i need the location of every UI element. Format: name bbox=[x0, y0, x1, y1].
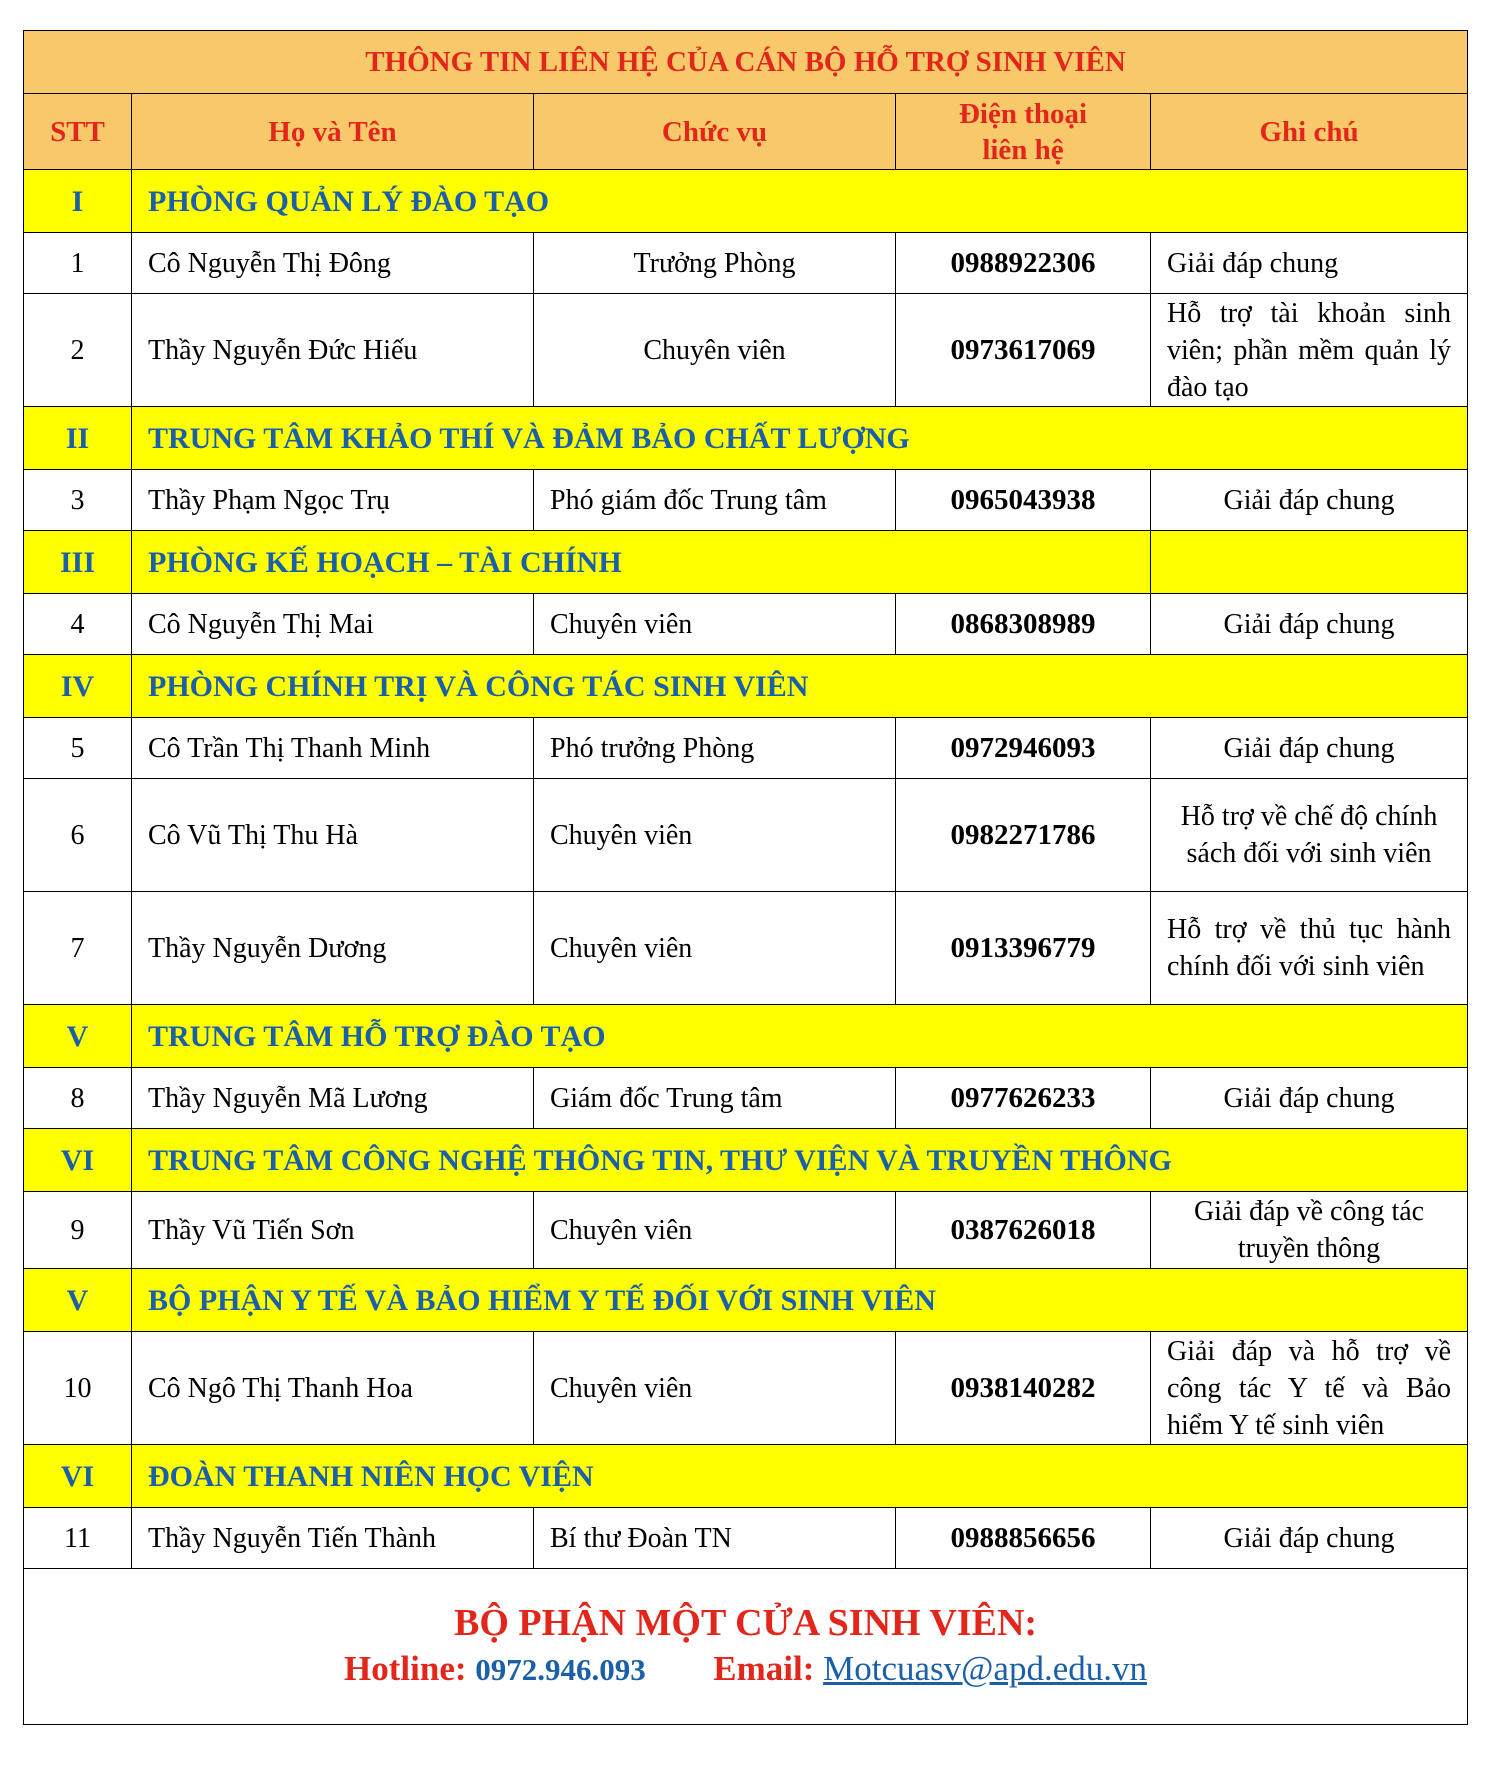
row-stt: 4 bbox=[24, 594, 132, 655]
row-name: Thầy Phạm Ngọc Trụ bbox=[132, 470, 534, 531]
table-row bbox=[24, 1508, 1468, 1569]
row-position: Chuyên viên bbox=[534, 779, 896, 892]
header-phone bbox=[896, 94, 1151, 170]
row-phone: 0977626233 bbox=[896, 1068, 1151, 1129]
table-row bbox=[24, 779, 1468, 892]
row-position: Trưởng Phòng bbox=[534, 233, 896, 294]
row-phone: 0988922306 bbox=[896, 233, 1151, 294]
section-name: PHÒNG CHÍNH TRỊ VÀ CÔNG TÁC SINH VIÊN bbox=[132, 655, 1468, 718]
row-stt: 9 bbox=[24, 1192, 132, 1269]
row-name: Thầy Nguyễn Tiến Thành bbox=[132, 1508, 534, 1569]
row-stt: 6 bbox=[24, 779, 132, 892]
contact-table-container bbox=[23, 30, 1467, 1725]
row-position: Chuyên viên bbox=[534, 892, 896, 1005]
row-position: Chuyên viên bbox=[534, 1192, 896, 1269]
row-name: Cô Trần Thị Thanh Minh bbox=[132, 718, 534, 779]
table-row bbox=[24, 1192, 1468, 1269]
email-label: Email: bbox=[713, 1649, 815, 1688]
row-position: Chuyên viên bbox=[534, 294, 896, 407]
footer-cell bbox=[24, 1569, 1468, 1725]
row-name: Thầy Nguyễn Mã Lương bbox=[132, 1068, 534, 1129]
hotline-label: Hotline: bbox=[344, 1649, 467, 1688]
section-name: BỘ PHẬN Y TẾ VÀ BẢO HIỂM Y TẾ ĐỐI VỚI SINH VIÊN bbox=[132, 1269, 1468, 1332]
section-row bbox=[24, 1445, 1468, 1508]
row-note: Giải đáp chung bbox=[1151, 233, 1468, 294]
section-number: II bbox=[24, 407, 132, 470]
row-phone: 0913396779 bbox=[896, 892, 1151, 1005]
section-name: TRUNG TÂM CÔNG NGHỆ THÔNG TIN, THƯ VIỆN VÀ TRUYỀN THÔNG bbox=[132, 1129, 1468, 1192]
row-name: Cô Nguyễn Thị Mai bbox=[132, 594, 534, 655]
table-title: THÔNG TIN LIÊN HỆ CỦA CÁN BỘ HỖ TRỢ SINH VIÊN bbox=[24, 31, 1468, 94]
table-header-row bbox=[24, 94, 1468, 170]
row-position: Chuyên viên bbox=[534, 594, 896, 655]
section-row bbox=[24, 531, 1468, 594]
table-row bbox=[24, 470, 1468, 531]
section-name: TRUNG TÂM KHẢO THÍ VÀ ĐẢM BẢO CHẤT LƯỢNG bbox=[132, 407, 1468, 470]
row-note: Hỗ trợ về thủ tục hành chính đối với sinh viên bbox=[1151, 892, 1468, 1005]
section-number: III bbox=[24, 531, 132, 594]
row-position: Giám đốc Trung tâm bbox=[534, 1068, 896, 1129]
row-note: Hỗ trợ tài khoản sinh viên; phần mềm quản lý đào tạo bbox=[1151, 294, 1468, 407]
table-row bbox=[24, 892, 1468, 1005]
row-stt: 1 bbox=[24, 233, 132, 294]
section-number: I bbox=[24, 170, 132, 233]
row-stt: 8 bbox=[24, 1068, 132, 1129]
row-stt: 3 bbox=[24, 470, 132, 531]
row-name: Cô Nguyễn Thị Đông bbox=[132, 233, 534, 294]
row-name: Cô Ngô Thị Thanh Hoa bbox=[132, 1332, 534, 1445]
table-row bbox=[24, 1332, 1468, 1445]
row-note: Giải đáp và hỗ trợ về công tác Y tế và Bảo hiểm Y tế sinh viên bbox=[1151, 1332, 1468, 1445]
row-note: Giải đáp chung bbox=[1151, 470, 1468, 531]
section-number: VI bbox=[24, 1129, 132, 1192]
contact-table bbox=[23, 30, 1468, 1725]
row-note: Giải đáp chung bbox=[1151, 1508, 1468, 1569]
section-row bbox=[24, 170, 1468, 233]
row-phone: 0868308989 bbox=[896, 594, 1151, 655]
table-row bbox=[24, 718, 1468, 779]
row-name: Thầy Nguyễn Đức Hiếu bbox=[132, 294, 534, 407]
table-row bbox=[24, 1068, 1468, 1129]
section-empty-cell bbox=[1151, 531, 1468, 594]
section-number: VI bbox=[24, 1445, 132, 1508]
section-row bbox=[24, 1005, 1468, 1068]
row-note: Giải đáp chung bbox=[1151, 718, 1468, 779]
row-name: Thầy Vũ Tiến Sơn bbox=[132, 1192, 534, 1269]
email-link[interactable]: Motcuasv@apd.edu.vn bbox=[823, 1649, 1147, 1688]
row-stt: 2 bbox=[24, 294, 132, 407]
section-row bbox=[24, 1129, 1468, 1192]
row-phone: 0965043938 bbox=[896, 470, 1151, 531]
header-position: Chức vụ bbox=[534, 94, 896, 170]
footer-title: BỘ PHẬN MỘT CỬA SINH VIÊN: bbox=[453, 1602, 1038, 1644]
header-phone-line1: Điện thoại bbox=[958, 97, 1088, 130]
table-title-row bbox=[24, 31, 1468, 94]
header-note: Ghi chú bbox=[1151, 94, 1468, 170]
row-phone: 0988856656 bbox=[896, 1508, 1151, 1569]
row-note: Hỗ trợ về chế độ chính sách đối với sinh viên bbox=[1151, 779, 1468, 892]
header-phone-line2: liên hệ bbox=[982, 133, 1064, 166]
section-number: IV bbox=[24, 655, 132, 718]
row-name: Thầy Nguyễn Dương bbox=[132, 892, 534, 1005]
section-number: V bbox=[24, 1269, 132, 1332]
row-stt: 5 bbox=[24, 718, 132, 779]
section-name: TRUNG TÂM HỖ TRỢ ĐÀO TẠO bbox=[132, 1005, 1468, 1068]
section-number: V bbox=[24, 1005, 132, 1068]
row-phone: 0387626018 bbox=[896, 1192, 1151, 1269]
row-note: Giải đáp về công tác truyền thông bbox=[1151, 1192, 1468, 1269]
hotline-number: 0972.946.093 bbox=[475, 1652, 646, 1687]
row-phone: 0972946093 bbox=[896, 718, 1151, 779]
row-stt: 7 bbox=[24, 892, 132, 1005]
row-stt: 11 bbox=[24, 1508, 132, 1569]
table-row bbox=[24, 233, 1468, 294]
section-row bbox=[24, 407, 1468, 470]
section-name: PHÒNG QUẢN LÝ ĐÀO TẠO bbox=[132, 170, 1468, 233]
footer-contact-line bbox=[24, 1646, 1467, 1693]
row-phone: 0973617069 bbox=[896, 294, 1151, 407]
section-row bbox=[24, 655, 1468, 718]
row-stt: 10 bbox=[24, 1332, 132, 1445]
row-note: Giải đáp chung bbox=[1151, 1068, 1468, 1129]
table-row bbox=[24, 594, 1468, 655]
row-phone: 0982271786 bbox=[896, 779, 1151, 892]
header-stt: STT bbox=[24, 94, 132, 170]
row-position: Bí thư Đoàn TN bbox=[534, 1508, 896, 1569]
footer-row bbox=[24, 1569, 1468, 1725]
row-position: Chuyên viên bbox=[534, 1332, 896, 1445]
section-row bbox=[24, 1269, 1468, 1332]
table-row bbox=[24, 294, 1468, 407]
row-phone: 0938140282 bbox=[896, 1332, 1151, 1445]
section-name: ĐOÀN THANH NIÊN HỌC VIỆN bbox=[132, 1445, 1468, 1508]
section-name: PHÒNG KẾ HOẠCH – TÀI CHÍNH bbox=[132, 531, 1151, 594]
row-note: Giải đáp chung bbox=[1151, 594, 1468, 655]
row-position: Phó trưởng Phòng bbox=[534, 718, 896, 779]
row-position: Phó giám đốc Trung tâm bbox=[534, 470, 896, 531]
header-name: Họ và Tên bbox=[132, 94, 534, 170]
row-name: Cô Vũ Thị Thu Hà bbox=[132, 779, 534, 892]
